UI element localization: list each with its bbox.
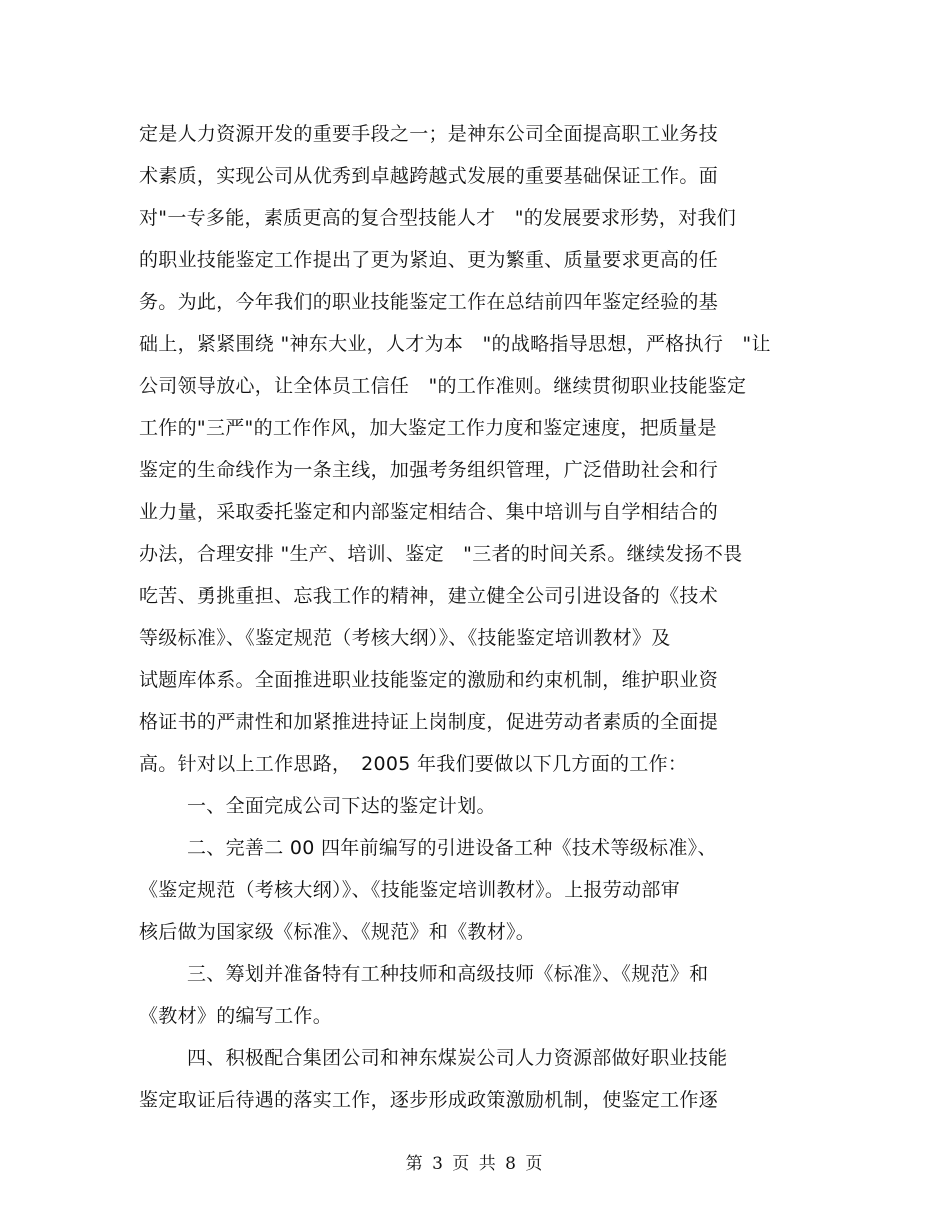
body-text [139,113,819,1121]
text-line: 对"一专多能，素质更高的复合型技能人才 "的发展要求形势，对我们 [139,207,737,229]
list-item-4: 四、积极配合集团公司和神东煤炭公司人力资源部做好职业技能 [187,1047,728,1069]
text-line: 《教材》的编写工作。 [139,1005,333,1027]
text-line: 办法，合理安排 "生产、培训、鉴定 "三者的时间关系。继续发扬不畏 [139,543,743,565]
list-item-3: 三、筹划并准备特有工种技师和高级技师《标准》、《规范》和 [187,963,709,985]
text-line: 吃苦、勇挑重担、忘我工作的精神，建立健全公司引进设备的《技术 [139,585,719,607]
text-line: 工作的"三严"的工作作风，加大鉴定工作力度和鉴定速度，把质量是 [139,417,717,439]
text-line: 务。为此，今年我们的职业技能鉴定工作在总结前四年鉴定经验的基 [139,291,719,313]
text-line: 高。针对以上工作思路， 2005 年我们要做以下几方面的工作： [139,753,688,775]
list-item-2: 二、完善二 00 四年前编写的引进设备工种《技术等级标准》、 [187,837,717,859]
text-line: 核后做为国家级《标准》、《规范》和《教材》。 [139,921,536,943]
text-line: 的职业技能鉴定工作提出了更为紧迫、更为繁重、质量要求更高的任 [139,249,719,271]
text-line: 等级标准》、《鉴定规范（考核大纲）》、《技能鉴定培训教材》及 [139,627,671,649]
text-line: 术素质，实现公司从优秀到卓越跨越式发展的重要基础保证工作。面 [139,165,719,187]
text-line: 公司领导放心，让全体员工信任 "的工作准则。继续贯彻职业技能鉴定 [139,375,747,397]
list-item-1: 一、全面完成公司下达的鉴定计划。 [187,795,496,817]
text-line: 础上，紧紧围绕 "神东大业，人才为本 "的战略指导思想，严格执行 "让 [139,333,771,355]
text-line: 定是人力资源开发的重要手段之一；是神东公司全面提高职工业务技 [139,123,719,145]
text-line: 鉴定的生命线作为一条主线，加强考务组织管理，广泛借助社会和行 [139,459,719,481]
text-line: 试题库体系。全面推进职业技能鉴定的激励和约束机制，维护职业资 [139,669,719,691]
text-line: 《鉴定规范（考核大纲）》、《技能鉴定培训教材》。上报劳动部审 [139,879,681,901]
text-line: 格证书的严肃性和加紧推进持证上岗制度，促进劳动者素质的全面提 [139,711,719,733]
page-number-footer: 第 3 页 共 8 页 [405,1154,545,1174]
text-line: 业力量，采取委托鉴定和内部鉴定相结合、集中培训与自学相结合的 [139,501,719,523]
text-line: 鉴定取证后待遇的落实工作，逐步形成政策激励机制，使鉴定工作逐 [139,1089,719,1111]
